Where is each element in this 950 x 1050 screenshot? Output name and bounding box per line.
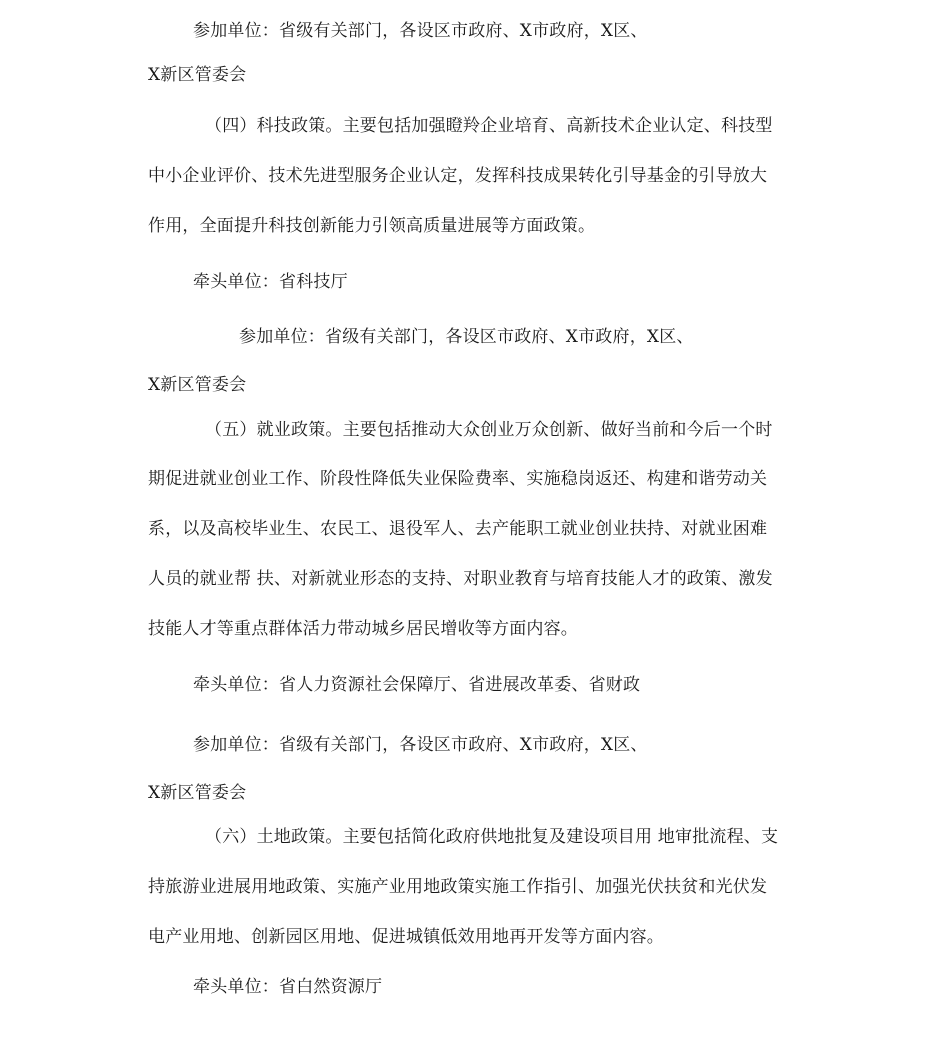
text-line: 期促进就业创业工作、阶段性降低失业保险费率、实施稳岗返还、构建和谐劳动关 xyxy=(148,469,768,489)
text-line: 参加单位：省级有关部门，各设区市政府、X市政府，X区、 xyxy=(193,735,648,755)
text-line: 技能人才等重点群体活力带动城乡居民增收等方面内容。 xyxy=(148,619,578,639)
section-heading-line: （六）土地政策。主要包括简化政府供地批复及建设项目用 地审批流程、支 xyxy=(205,827,779,847)
section-heading-line: （四）科技政策。主要包括加强瞪羚企业培育、高新技术企业认定、科技型 xyxy=(205,116,773,136)
text-line: 电产业用地、创新园区用地、促进城镇低效用地再开发等方面内容。 xyxy=(148,927,664,947)
text-line: 牵头单位：省白然资源厅 xyxy=(193,977,383,997)
text-line: 参加单位：省级有关部门，各设区市政府、X市政府，X区、 xyxy=(193,21,648,41)
text-line: X新区管委会 xyxy=(148,375,247,395)
section-heading-line: （五）就业政策。主要包括推动大众创业万众创新、做好当前和今后一个时 xyxy=(205,420,773,440)
text-line: 中小企业评价、技术先进型服务企业认定，发挥科技成果转化引导基金的引导放大 xyxy=(148,166,768,186)
text-line: 人员的就业帮 扶、对新就业形态的支持、对职业教育与培育技能人才的政策、激发 xyxy=(148,569,773,589)
text-line: 持旅游业进展用地政策、实施产业用地政策实施工作指引、加强光伏扶贫和光伏发 xyxy=(148,877,768,897)
text-line: 系，以及高校毕业生、农民工、退役军人、去产能职工就业创业扶持、对就业困难 xyxy=(148,519,768,539)
text-line: 牵头单位：省科技厅 xyxy=(193,272,348,292)
text-line: 牵头单位：省人力资源社会保障厅、省进展改革委、省财政 xyxy=(193,675,641,695)
text-line: X新区管委会 xyxy=(148,65,247,85)
text-line: 参加单位：省级有关部门，各设区市政府、X市政府，X区、 xyxy=(239,327,694,347)
text-line: X新区管委会 xyxy=(148,783,247,803)
text-line: 作用，全面提升科技创新能力引领高质量进展等方面政策。 xyxy=(148,216,596,236)
